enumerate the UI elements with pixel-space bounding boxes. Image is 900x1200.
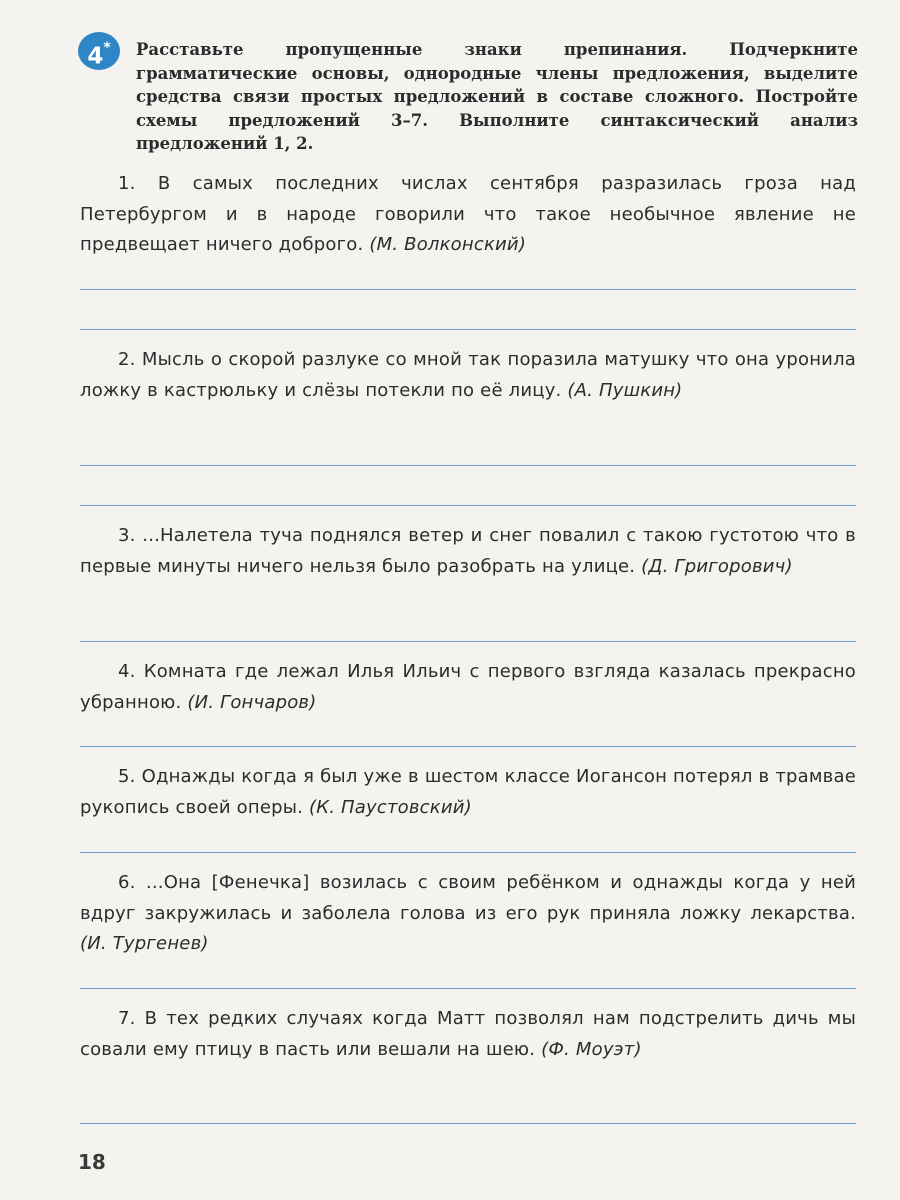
- task-text: Мысль о скорой разлуке со мной так поразила матушку что она уронила ложку в кастрюльку и слёзы потекли по её лицу.: [80, 349, 856, 401]
- task-1: [80, 169, 856, 261]
- task-number: 2.: [118, 349, 136, 370]
- task-number: 3.: [118, 525, 136, 546]
- task-number: 7.: [118, 1008, 136, 1029]
- task-2: [80, 345, 856, 406]
- task-number: 5.: [118, 766, 136, 787]
- page-number: 18: [78, 1150, 106, 1174]
- exercise-number: 4: [87, 43, 104, 70]
- answer-line[interactable]: [80, 289, 856, 290]
- task-text: В тех редких случаях когда Матт позволял нам подстрелить дичь мы совали ему птицу в пасть или вешали на шею.: [80, 1008, 856, 1060]
- task-author: (Ф. Моуэт): [541, 1038, 642, 1060]
- task-number: 6.: [118, 872, 136, 893]
- answer-line[interactable]: [80, 1123, 856, 1124]
- exercise-number-badge: [78, 32, 120, 70]
- task-text: ...Налетела туча поднялся ветер и снег повалил с такою густотою что в первые минуты ничего нельзя было разобрать на улице.: [80, 525, 856, 577]
- exercise-star: *: [103, 40, 111, 56]
- task-text: Комната где лежал Илья Ильич с первого взгляда казалась прекрасно убранною.: [80, 661, 856, 713]
- answer-line[interactable]: [80, 465, 856, 466]
- answer-line[interactable]: [80, 505, 856, 506]
- answer-line[interactable]: [80, 641, 856, 642]
- task-3: [80, 521, 856, 582]
- answer-line[interactable]: [80, 329, 856, 330]
- task-author: (М. Волконский): [369, 234, 527, 255]
- answer-line[interactable]: [80, 988, 856, 989]
- exercise-instruction: Расставьте пропущенные знаки препинания. Подчеркните грамматические основы, однородные члены предложения, выделите средства связи простых предложений в составе сложного. Постройте схемы предложений 3–7. Выполните синтаксический анализ предложений 1, 2.: [136, 40, 858, 153]
- task-author: (И. Тургенев): [80, 933, 209, 954]
- task-author: (Д. Григорович): [641, 555, 793, 577]
- task-text: Однажды когда я был уже в шестом классе Иогансон потерял в трамвае рукопись своей оперы.: [80, 766, 856, 818]
- task-7: [80, 1004, 856, 1065]
- task-4: [80, 657, 856, 718]
- task-6: [80, 868, 856, 960]
- task-5: [80, 762, 856, 823]
- task-text: ...Она [Фенечка] возилась с своим ребёнком и однажды когда у ней вдруг закружилась и заболела голова из его рук приняла ложку лекарства.: [80, 872, 856, 924]
- task-number: 1.: [118, 173, 136, 194]
- task-author: (К. Паустовский): [309, 796, 472, 818]
- task-text: В самых последних числах сентября разразилась гроза над Петербургом и в народе говорили что такое необычное явление не предвещает ничего доброго.: [80, 173, 857, 255]
- task-author: (И. Гончаров): [187, 691, 317, 713]
- answer-line[interactable]: [80, 746, 856, 747]
- task-number: 4.: [118, 661, 136, 682]
- task-author: (А. Пушкин): [567, 379, 683, 401]
- answer-line[interactable]: [80, 852, 856, 853]
